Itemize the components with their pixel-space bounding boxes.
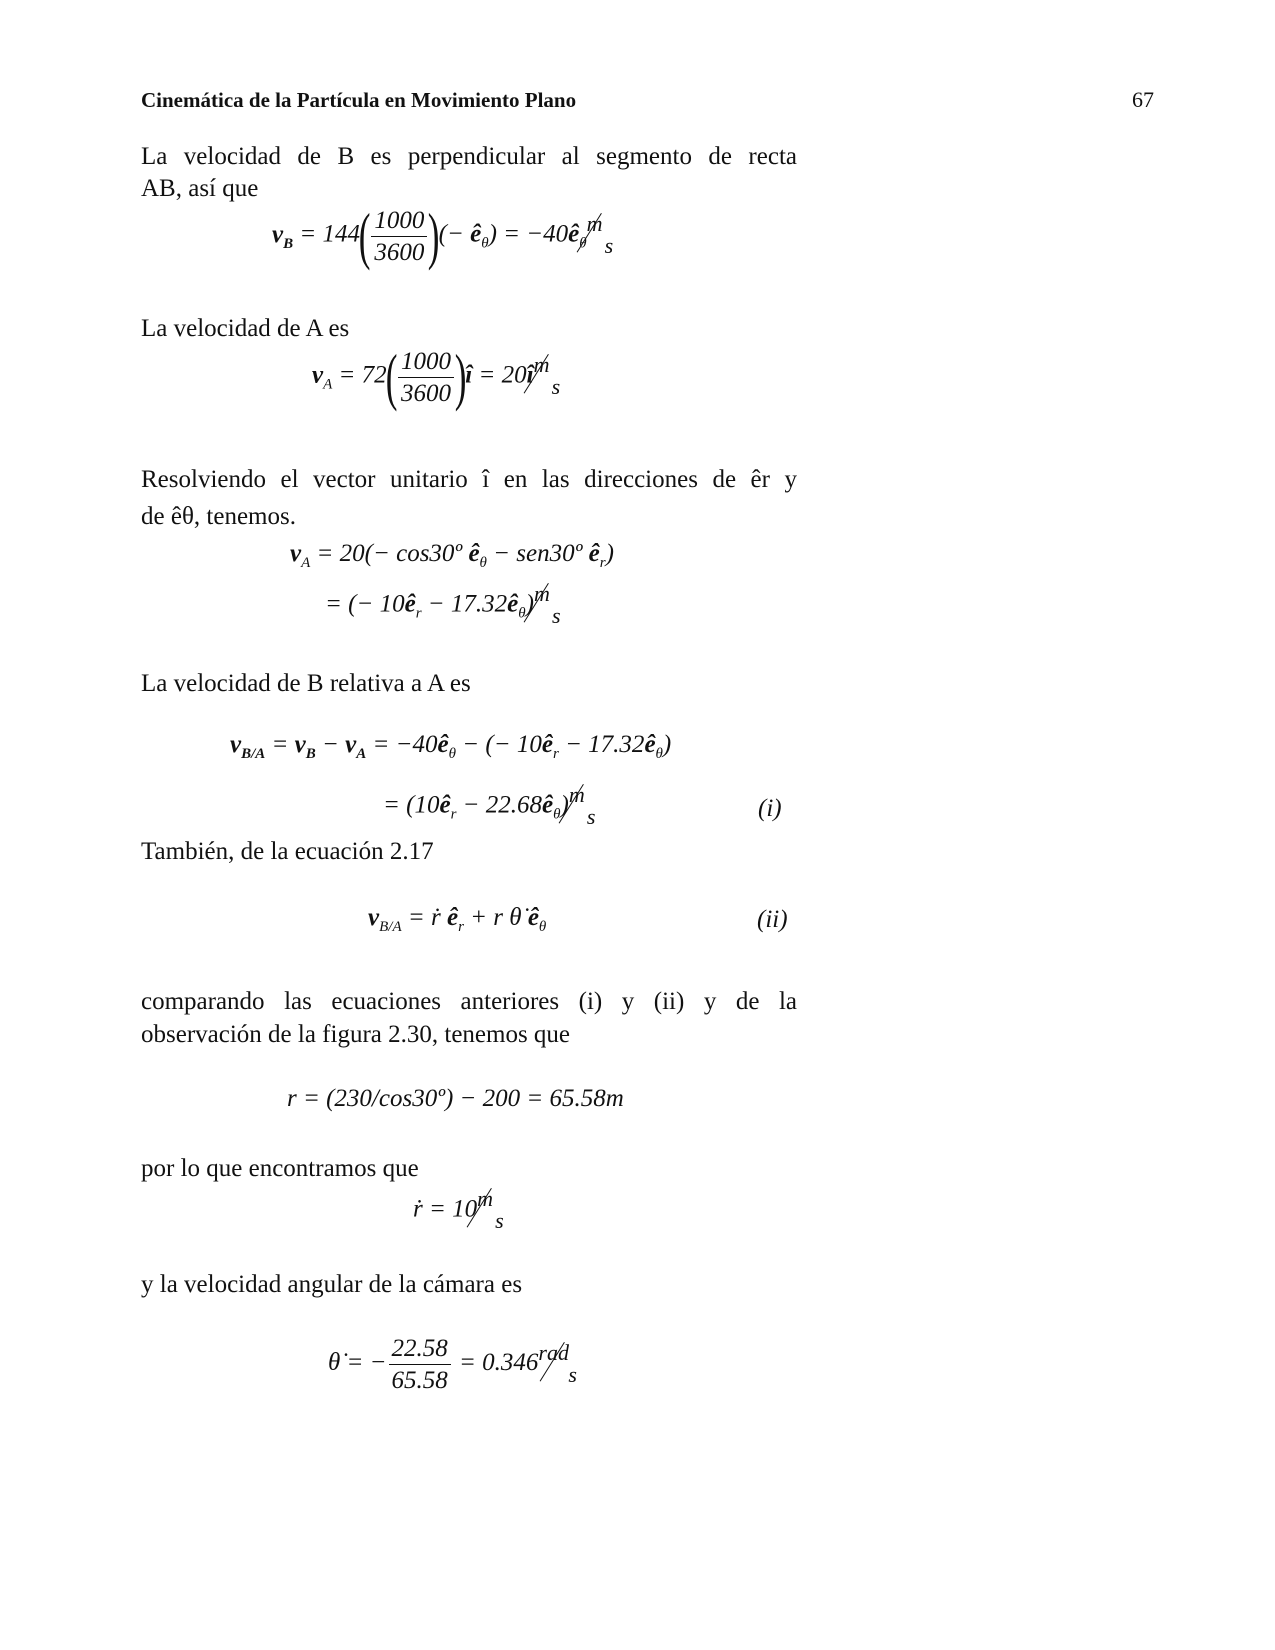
equation-r-value: r = (230/cos30º) − 200 = 65.58m bbox=[287, 1085, 624, 1112]
page-number: 67 bbox=[1132, 87, 1154, 112]
paragraph-7: por lo que encontramos que bbox=[141, 1155, 419, 1182]
paragraph-1-line-2: AB, así que bbox=[141, 175, 259, 202]
equation-relative-velocity: $v_{B/A} = v_B - v_A$ = $-40ê_\theta$ − (− $10ê_r$ − $17.32ê_\theta$) bbox=[230, 731, 672, 762]
running-header: Cinemática de la Partícula en Movimiento Plano bbox=[141, 88, 577, 112]
paragraph-6-line-2: observación de la figura 2.30, tenemos que bbox=[141, 1021, 571, 1048]
equation-velocity-a: $v_A = 72$( $\frac{1000}{3600}$ )î = 20î m s bbox=[312, 341, 561, 412]
paragraph-2: La velocidad de A es bbox=[141, 315, 350, 342]
equation-r-dot: ṙ = 10 m s bbox=[413, 1186, 504, 1233]
paragraph-3-line-2: de êθ, tenemos. bbox=[141, 503, 296, 530]
equation-velocity-b: $v_B = 144$( $\frac{1000}{3600}$ )(− $ê_\theta$) = $-40ê_\theta$ m s bbox=[272, 200, 614, 271]
paragraph-8: y la velocidad angular de la cámara es bbox=[141, 1271, 523, 1298]
equation-theta-dot: θ̇ = − $\frac{22.58}{65.58}$ = 0.346 rad s bbox=[328, 1335, 577, 1394]
paragraph-5: También, de la ecuación 2.17 bbox=[141, 838, 434, 865]
equation-relative-velocity-result: = ($10ê_r$ − $22.68ê_\theta$) m s bbox=[383, 782, 596, 829]
equation-label-ii: (ii) bbox=[757, 906, 788, 933]
equation-label-i: (i) bbox=[758, 795, 782, 822]
equation-velocity-a-decomposition: $v_A = 20(-$ cos30º $ê_\theta$ − sen30º $ê_r$) bbox=[290, 540, 614, 571]
paragraph-6-line-1: comparando las ecuaciones anteriores (i) y (ii) y de la bbox=[141, 988, 797, 1015]
paragraph-3-line-1: Resolviendo el vector unitario î en las direcciones de êr y bbox=[141, 466, 797, 493]
paragraph-4: La velocidad de B relativa a A es bbox=[141, 670, 471, 697]
equation-velocity-a-result: = (− $10ê_r$ − $17.32ê_\theta$) m s bbox=[325, 581, 561, 628]
paragraph-1-line-1: La velocidad de B es perpendicular al segmento de recta bbox=[141, 143, 797, 170]
equation-polar-velocity: $v_{B/A}$ = ṙ $ê_r + r$ θ̇ $ê_\theta$ bbox=[368, 904, 547, 935]
